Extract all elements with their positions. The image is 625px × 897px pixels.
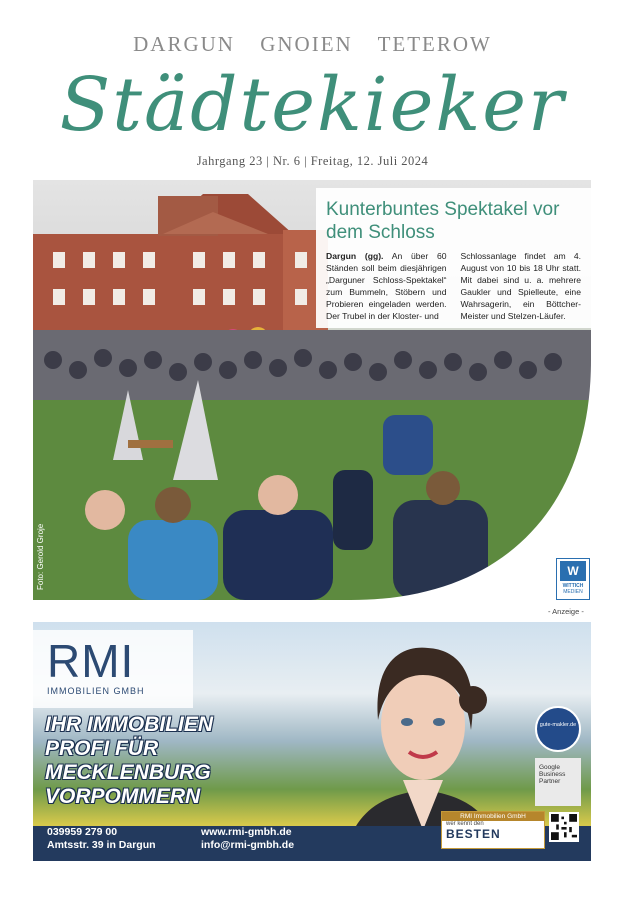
- publisher-sub: MEDIEN: [563, 589, 583, 595]
- ad-contact-right: [201, 826, 294, 852]
- article-column-2: Schlossanlage findet am 4. August von 10 bis 18 Uhr statt. Mit dabei sind u. a. mehrere Gaukler und Spielleute, eine Wahrsagerin, ein Böttcher-Meister und Stelzen-Läufer.: [460, 251, 581, 321]
- publisher-logo: [556, 558, 590, 600]
- ad-web[interactable]: www.rmi-gmbh.de: [201, 826, 292, 838]
- article-headline: Kunterbuntes Spektakel vor dem Schloss: [326, 199, 560, 243]
- article-columns: [326, 250, 581, 322]
- photo-credit: Foto: Gerold Groje: [36, 523, 45, 590]
- publisher-name: WITTICH: [562, 583, 584, 589]
- best-award-small: wer kennt den: [446, 821, 484, 827]
- ad-email[interactable]: info@rmi-gmbh.de: [201, 839, 295, 851]
- business-partner-text: Business Partner: [539, 771, 566, 785]
- article-lead: Dargun (gg).: [326, 251, 384, 261]
- ad-logo-text: RMI: [47, 635, 135, 687]
- best-award-company: RMI Immobilien GmbH: [442, 812, 544, 821]
- ad-slogan: [45, 713, 305, 809]
- best-award-badge: [441, 811, 545, 849]
- ad-label: - Anzeige -: [548, 607, 584, 616]
- best-award-title: BESTEN: [446, 827, 501, 841]
- ad-logo-sub: IMMOBILIEN GMBH: [47, 686, 145, 696]
- ad-logo: [33, 630, 193, 708]
- advertisement: [33, 622, 591, 861]
- ad-address: Amtsstr. 39 in Dargun: [47, 839, 156, 851]
- business-partner-badge: [535, 758, 581, 806]
- ad-phone[interactable]: 039959 279 00: [47, 826, 118, 838]
- ad-slogan-line: PROFI FÜR: [45, 737, 159, 760]
- article-column-1: [326, 250, 447, 322]
- cover-photo: [33, 180, 591, 600]
- article-text-1: An über 60 Ständen soll beim diesjährigen „Darguner Schloss-Spektakel“ zum Bummeln, Stöbern und Probieren eingeladen werden. Der Trubel in der Kloster- und: [326, 251, 447, 321]
- business-partner-top: Google: [539, 764, 560, 771]
- gute-makler-badge: gute-makler.de: [535, 706, 581, 752]
- qr-code-icon[interactable]: [549, 812, 579, 842]
- publisher-logo-mark: W: [560, 561, 586, 581]
- ad-contact-left: [47, 826, 156, 852]
- article-box: [316, 188, 591, 328]
- ad-slogan-line: VORPOMMERN: [45, 785, 201, 808]
- ad-slogan-line: IHR IMMOBILIEN: [45, 713, 213, 736]
- page-curve: [351, 360, 591, 600]
- issue-line: Jahrgang 23 | Nr. 6 | Freitag, 12. Juli 2024: [196, 154, 429, 168]
- masthead-title: Städtekieker: [59, 62, 566, 148]
- masthead-towns: DARGUN GNOIEN TETEROW: [133, 32, 492, 56]
- ad-slogan-line: MECKLENBURG: [45, 761, 211, 784]
